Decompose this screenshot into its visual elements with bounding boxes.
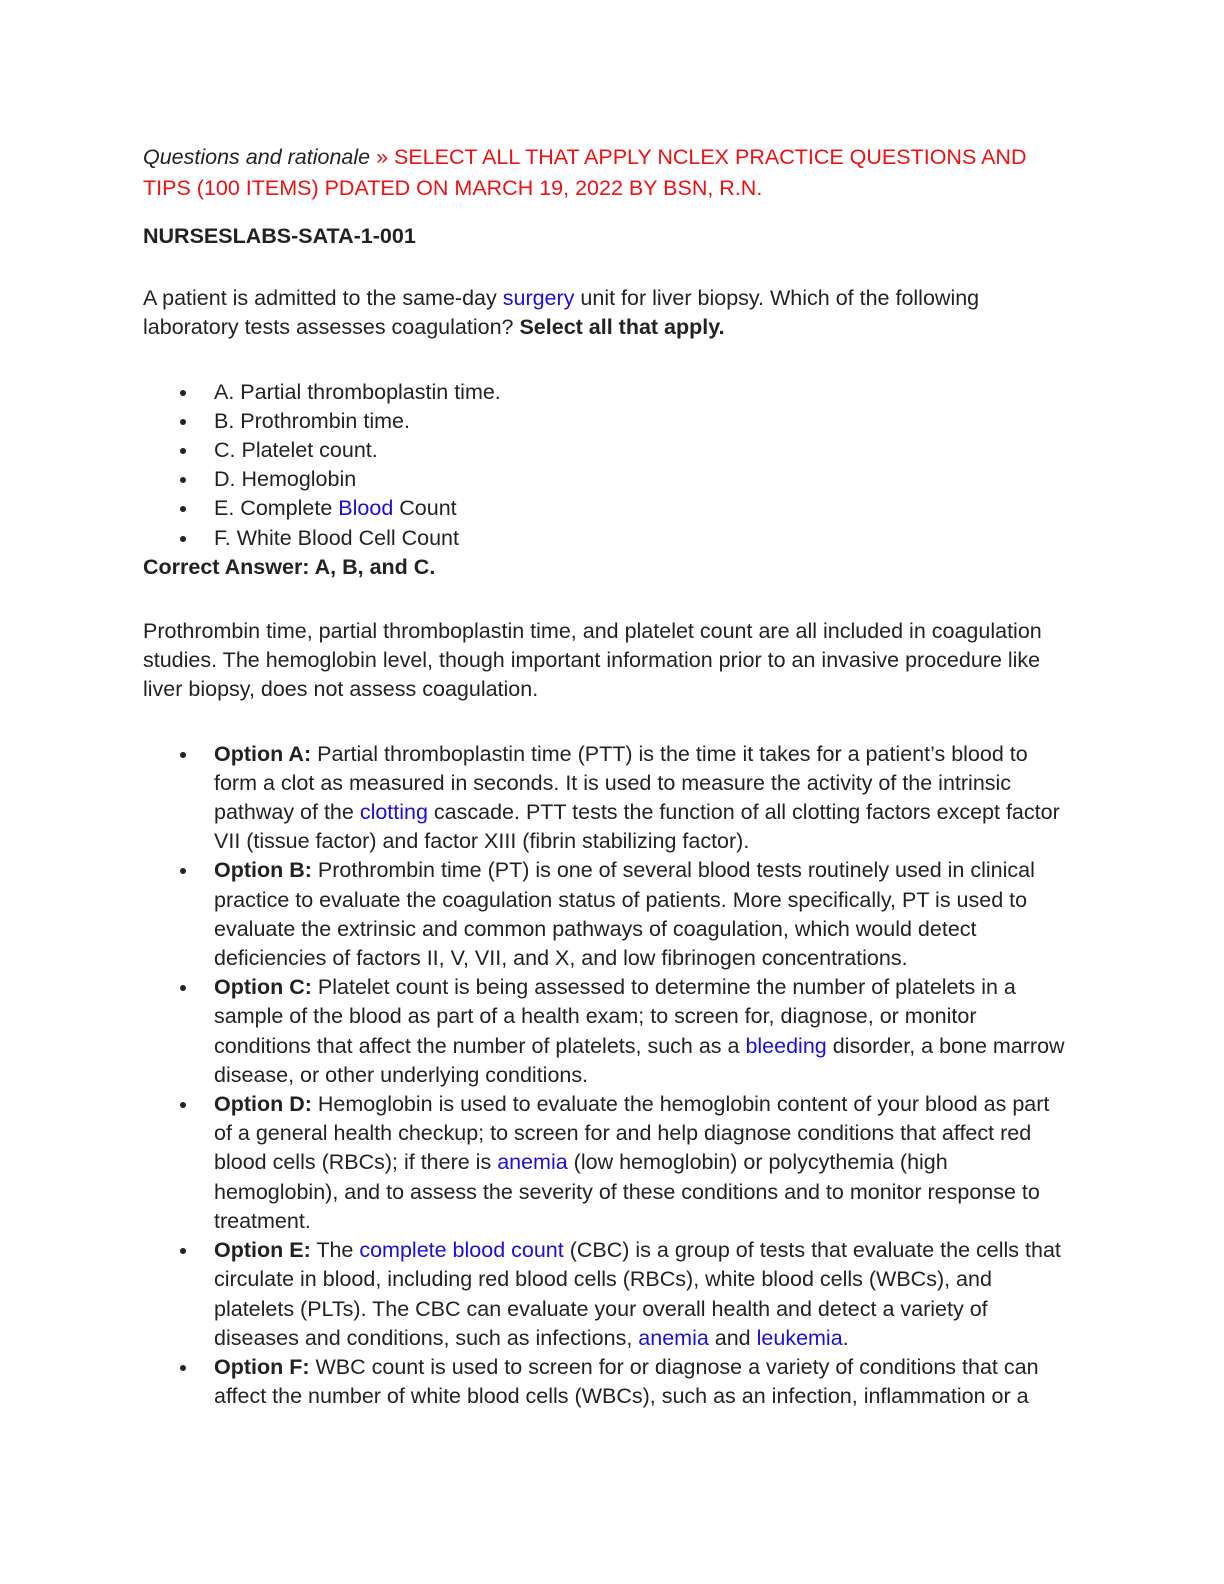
option-label: Option A: <box>214 741 312 766</box>
question-instruction: Select all that apply. <box>519 315 725 340</box>
correct-answer: Correct Answer: A, B, and C. <box>143 554 436 579</box>
option-text: (CBC) is a group of tests that evaluate the cells that circulate in blood, including red blood cells (RBCs), white blood cells (WBCs), and platelets (PLTs). The CBC can evaluate your overall health and detect a variety of diseases and conditions, such as infections, <box>214 1238 1061 1350</box>
option-label: Option C: <box>214 975 312 1000</box>
leukemia-link[interactable]: leukemia <box>756 1325 843 1350</box>
answer-choices <box>143 378 1073 553</box>
option-text: Partial thromboplastin time (PTT) is the time it takes for a patient’s blood to form a clot as measured in seconds. It is used to measure the activity of the intrinsic pathway of the <box>214 741 1028 825</box>
choice-d: D. Hemoglobin <box>143 465 1073 494</box>
document-content <box>143 142 1073 1411</box>
option-f-explanation <box>143 1353 1073 1411</box>
option-text: and <box>708 1325 757 1350</box>
option-text: disorder, a bone marrow disease, or other underlying conditions. <box>214 1033 1065 1087</box>
choice-a: A. Partial thromboplastin time. <box>143 378 1073 407</box>
option-label: Option F: <box>214 1354 310 1379</box>
option-label: Option B: <box>214 858 312 883</box>
option-text: Platelet count is being assessed to determine the number of platelets in a sample of the blood as part of a health exam; to screen for, diagnose, or monitor conditions that affect the number of platelets, such as a <box>214 975 1016 1058</box>
anemia-link[interactable]: anemia <box>638 1325 709 1350</box>
header-title[interactable]: SELECT ALL THAT APPLY NCLEX PRACTICE QUESTIONS AND TIPS (100 ITEMS) PDATED ON MARCH 19, 2022 BY BSN, R.N. <box>143 145 1027 200</box>
choice-e <box>143 494 1073 523</box>
option-text: WBC count is used to screen for or diagnose a variety of conditions that can affect the number of white blood cells (WBCs), such as an infection, inflammation or a <box>214 1354 1039 1409</box>
anemia-link[interactable]: anemia <box>497 1150 568 1175</box>
header-separator: » <box>370 145 394 169</box>
option-label: Option E: <box>214 1238 311 1263</box>
question-code: NURSESLABS-SATA-1-001 <box>143 224 416 248</box>
question-text-part: unit for liver biopsy. Which of the following laboratory tests assesses coagulation? <box>143 286 980 340</box>
option-d-explanation <box>143 1090 1073 1236</box>
bleeding-link[interactable]: bleeding <box>745 1033 827 1058</box>
choice-c: C. Platelet count. <box>143 436 1073 465</box>
rationale: Prothrombin time, partial thromboplastin time, and platelet count are all included in coagulation studies. The hemoglobin level, though important information prior to an invasive procedure like liver biopsy, does not assess coagulation. <box>143 619 1042 702</box>
clotting-link[interactable]: clotting <box>359 800 428 825</box>
page-header <box>143 142 1073 204</box>
option-c-explanation <box>143 973 1073 1090</box>
choice-b: B. Prothrombin time. <box>143 407 1073 436</box>
option-explanations <box>143 740 1073 1412</box>
option-a-explanation <box>143 740 1073 857</box>
complete-blood-count-link[interactable]: complete blood count <box>359 1238 564 1263</box>
option-text: . <box>842 1325 849 1350</box>
surgery-link[interactable]: surgery <box>502 286 575 311</box>
choice-e-text: Count <box>393 496 457 521</box>
option-label: Option D: <box>214 1092 312 1117</box>
option-text: (low hemoglobin) or polycythemia (high hemoglobin), and to assess the severity of these conditions and to monitor response to treatment. <box>214 1150 1040 1233</box>
option-e-explanation <box>143 1236 1073 1353</box>
header-source: Questions and rationale <box>143 145 371 169</box>
blood-link[interactable]: Blood <box>338 496 394 521</box>
option-text: Hemoglobin is used to evaluate the hemoglobin content of your blood as part of a general health checkup; to screen for and help diagnose conditions that affect red blood cells (RBCs); if there is <box>214 1092 1050 1175</box>
option-b-explanation <box>143 856 1073 973</box>
choice-f: F. White Blood Cell Count <box>143 524 1073 553</box>
option-text: cascade. PTT tests the function of all clotting factors except factor VII (tissue factor) and factor XIII (fibrin stabilizing factor). <box>214 800 1060 854</box>
option-text: Prothrombin time (PT) is one of several blood tests routinely used in clinical practice to evaluate the coagulation status of patients. More specifically, PT is used to evaluate the extrinsic and common pathways of coagulation, which would detect deficiencies of factors II, V, VII, and X, and low fibrinogen concentrations. <box>214 858 1035 971</box>
option-text: The <box>310 1238 360 1263</box>
question-text-part: A patient is admitted to the same-day <box>143 286 503 311</box>
choice-e-text: E. Complete <box>214 496 339 521</box>
question-text <box>143 284 1073 342</box>
